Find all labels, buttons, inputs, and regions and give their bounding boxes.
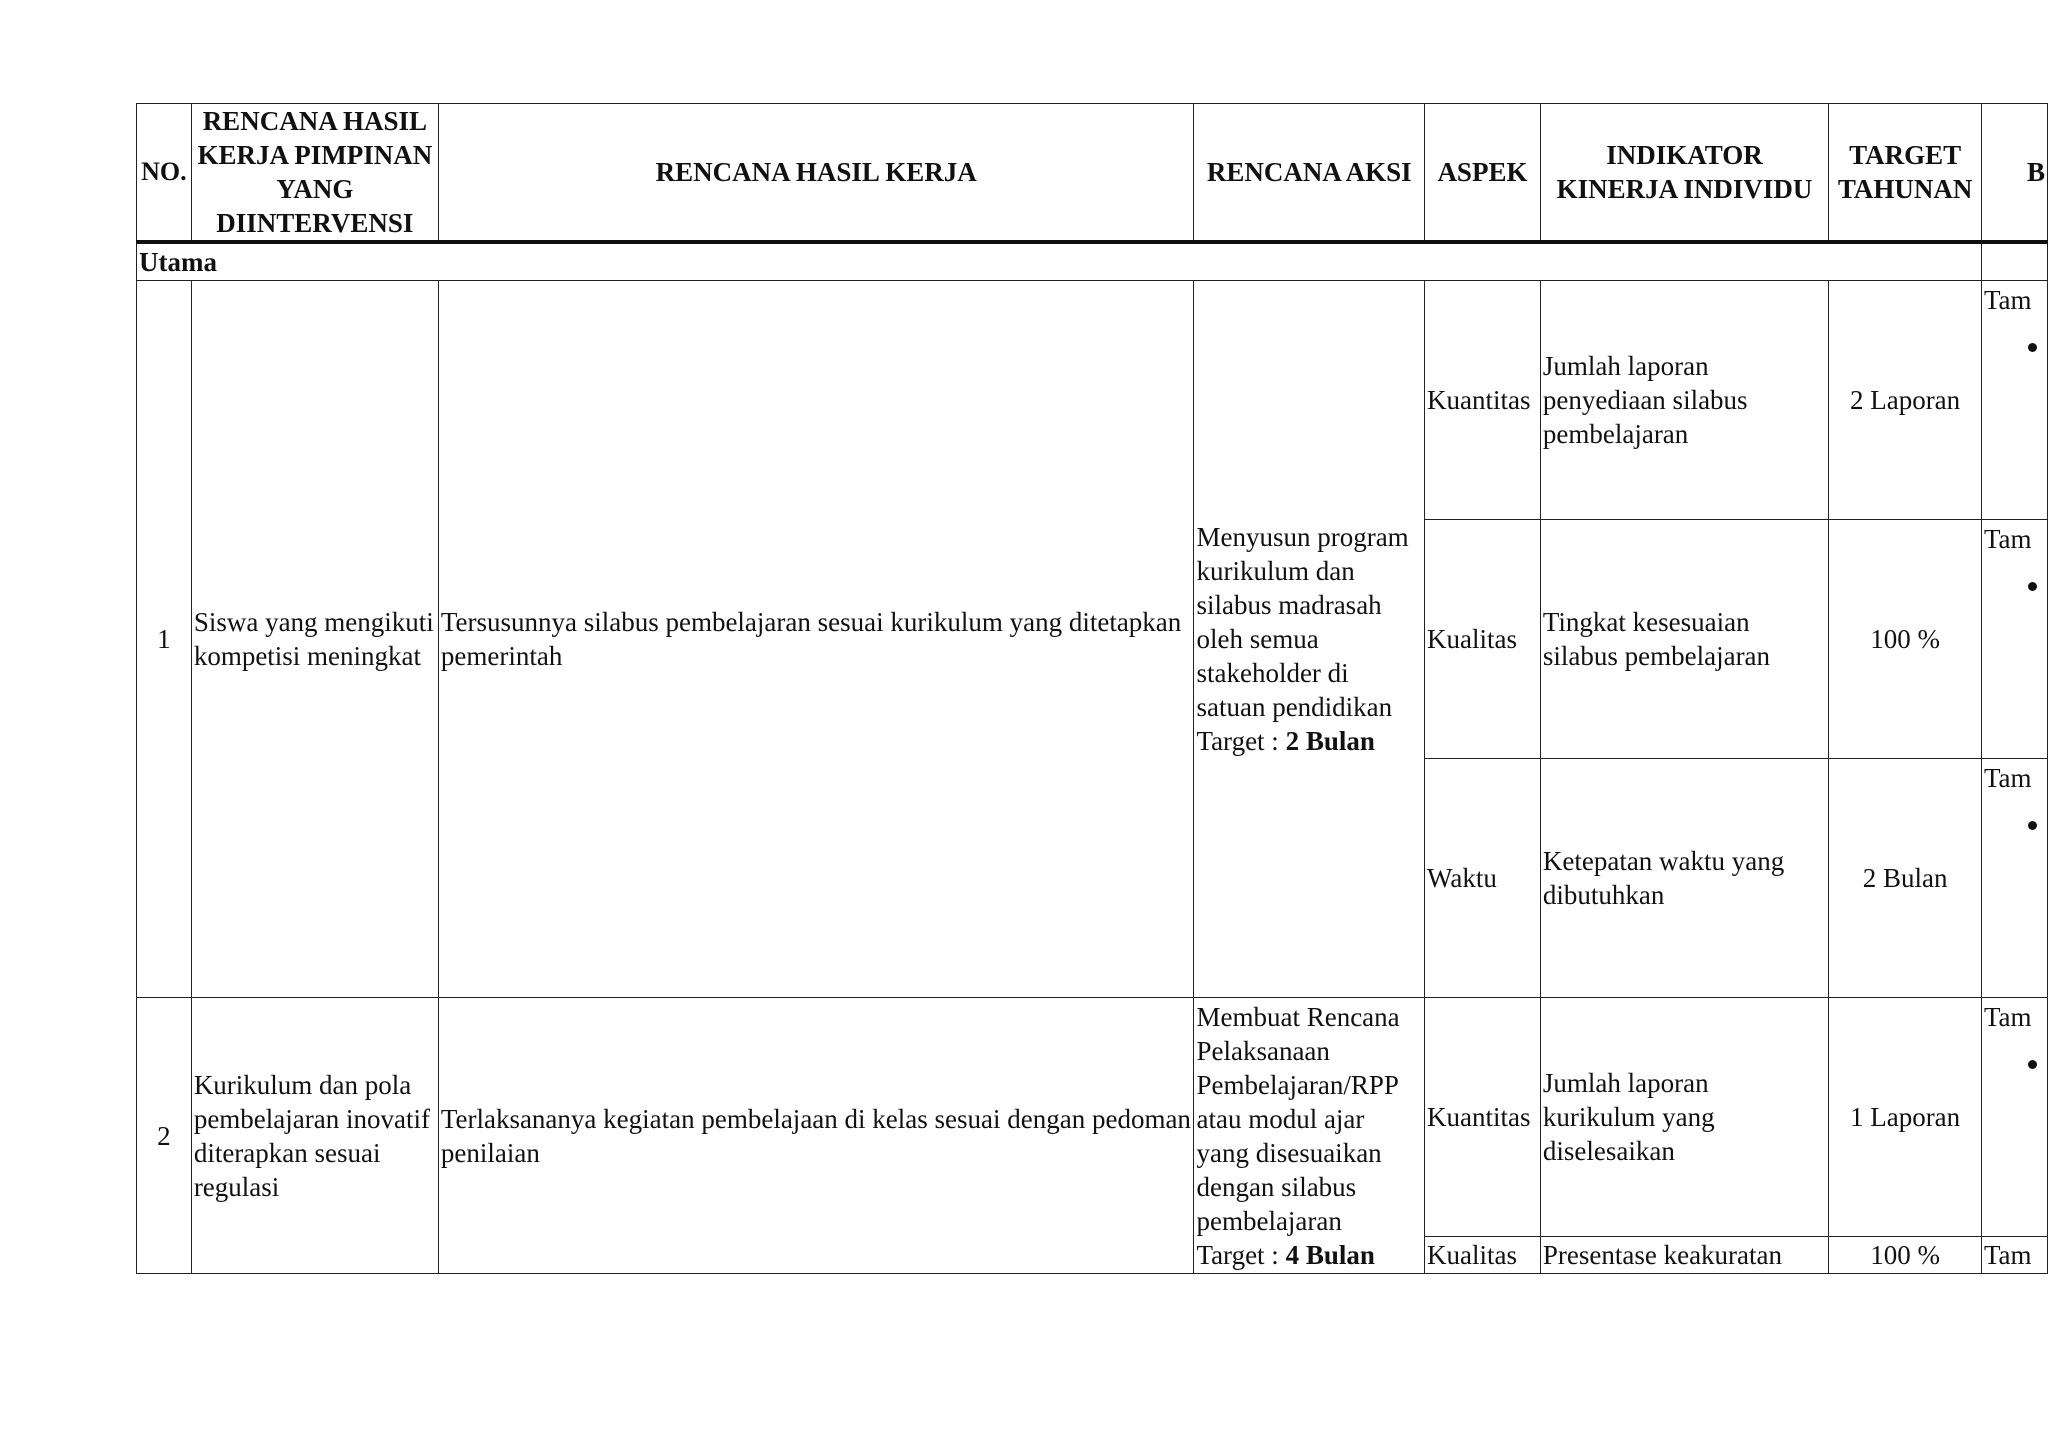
aspek-cell: Kuantitas: [1425, 281, 1541, 520]
row-rhk: Terlaksananya kegiatan pembelajaan di kelas sesuai dengan pedoman penilaian: [438, 998, 1194, 1274]
row-rencana-aksi: [1194, 998, 1425, 1274]
keterangan-text: Tam: [1983, 285, 2032, 315]
keterangan-cell: [1981, 998, 2047, 1237]
target-cell: 100 %: [1829, 520, 1982, 759]
aspek-cell: Waktu: [1425, 759, 1541, 998]
header-row: [137, 104, 2048, 243]
row-rhk-pimpinan: Kurikulum dan pola pembelajaran inovatif diterapkan sesuai regulasi: [191, 998, 438, 1274]
table-row: [137, 281, 2048, 520]
header-no: NO.: [137, 104, 192, 243]
header-target: TARGET TAHUNAN: [1829, 104, 1982, 243]
section-empty-cell: [1981, 242, 2047, 281]
header-rencana-aksi: RENCANA AKSI: [1194, 104, 1425, 243]
row-rhk-pimpinan: Siswa yang mengikuti kompetisi meningkat: [191, 281, 438, 998]
indikator-cell: Tingkat kesesuaian silabus pembelajaran: [1540, 520, 1828, 759]
target-cell: 1 Laporan: [1829, 998, 1982, 1237]
aspek-cell: Kuantitas: [1425, 998, 1541, 1237]
row-no: 2: [137, 998, 192, 1274]
keterangan-text: Tam: [1983, 1002, 2032, 1032]
bullet-icon: [2028, 1060, 2037, 1069]
keterangan-cell: [1981, 520, 2047, 759]
rencana-aksi-text: Membuat Rencana Pelaksanaan Pembelajaran/RPP atau modul ajar yang disesuaikan dengan silabus pembelajaran: [1196, 1001, 1400, 1236]
aspek-cell: Kualitas: [1425, 520, 1541, 759]
bullet-icon: [2028, 821, 2037, 830]
target-cell: 100 %: [1829, 1237, 1982, 1274]
keterangan-cell: [1981, 281, 2047, 520]
indikator-cell: Ketepatan waktu yang dibutuhkan: [1540, 759, 1828, 998]
section-row-utama: [137, 242, 2048, 281]
header-last-label: B: [2026, 157, 2045, 187]
header-indikator: INDIKATOR KINERJA INDIVIDU: [1540, 104, 1828, 243]
rencana-hasil-kerja-table: [136, 103, 2048, 1274]
keterangan-cell: [1981, 1237, 2047, 1274]
bullet-icon: [2028, 343, 2037, 352]
keterangan-text: Tam: [1983, 763, 2032, 793]
row-rhk: Tersusunnya silabus pembelajaran sesuai kurikulum yang ditetapkan pemerintah: [438, 281, 1194, 998]
header-aspek: ASPEK: [1425, 104, 1541, 243]
rencana-aksi-text: Menyusun program kurikulum dan silabus madrasah oleh semua stakeholder di satuan pendidikan: [1196, 522, 1409, 722]
row-rencana-aksi: [1194, 281, 1425, 998]
keterangan-text: Tam: [1983, 524, 2032, 554]
target-prefix: Target :: [1196, 1239, 1286, 1270]
target-cell: 2 Laporan: [1829, 281, 1982, 520]
aspek-cell: Kualitas: [1425, 1237, 1541, 1274]
indikator-cell: Jumlah laporan kurikulum yang diselesaikan: [1540, 998, 1828, 1237]
keterangan-text: Tam: [1983, 1240, 2032, 1270]
target-prefix: Target :: [1196, 726, 1286, 756]
keterangan-cell: [1981, 759, 2047, 998]
indikator-cell: Jumlah laporan penyediaan silabus pembelajaran: [1540, 281, 1828, 520]
section-label: Utama: [137, 242, 1982, 281]
header-rhk-pimpinan: RENCANA HASIL KERJA PIMPINAN YANG DIINTERVENSI: [191, 104, 438, 243]
header-last: [1981, 104, 2047, 243]
table-row: [137, 998, 2048, 1237]
header-rhk: RENCANA HASIL KERJA: [438, 104, 1194, 243]
target-value: 4 Bulan: [1285, 1239, 1375, 1270]
indikator-cell: Presentase keakuratan: [1540, 1237, 1828, 1274]
target-cell: 2 Bulan: [1829, 759, 1982, 998]
target-value: 2 Bulan: [1285, 726, 1375, 756]
bullet-icon: [2028, 582, 2037, 591]
row-no: 1: [137, 281, 192, 998]
